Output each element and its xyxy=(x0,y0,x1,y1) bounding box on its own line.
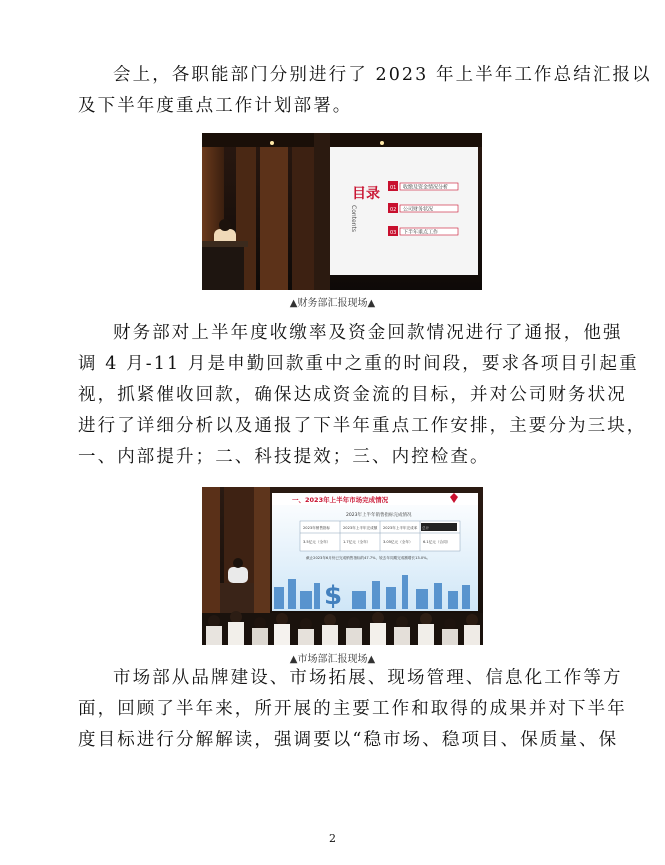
table-header: 总计 xyxy=(422,526,430,530)
svg-text:02: 02 xyxy=(390,207,397,213)
table-header: 2023年销售指标 xyxy=(303,526,331,530)
svg-text:03: 03 xyxy=(390,230,397,236)
table-header: 2023年上半年完成率 xyxy=(383,526,418,530)
audience xyxy=(202,611,483,645)
paragraph-line: 视，抓紧催收回款，确保达成资金流的目标，并对公司财务状况 xyxy=(78,385,627,405)
svg-text:01: 01 xyxy=(390,185,397,191)
svg-text:$: $ xyxy=(324,581,343,611)
table-header: 2023年上半年完成额 xyxy=(343,526,378,530)
svg-text:收缴及资金情况分析: 收缴及资金情况分析 xyxy=(403,184,449,191)
paragraph-3 xyxy=(78,663,627,756)
table-cell: 1.7亿元（全年） xyxy=(343,540,371,544)
finance-report-photo xyxy=(202,133,482,290)
paragraph-line: 会上，各职能部门分别进行了 2023 年上半年工作总结汇报以 xyxy=(113,65,652,85)
page-number: 2 xyxy=(329,832,336,845)
market-report-photo xyxy=(202,487,483,645)
table-caption: 2023年上半年销售指标完成情况 xyxy=(346,513,412,518)
slide-title: 目录 xyxy=(352,186,380,202)
paragraph-line: 一、内部提升；二、科技提效；三、内控检查。 xyxy=(78,447,490,467)
paragraph-line: 调 4 月-11 月是申勤回款重中之重的时间段，要求各项目引起重 xyxy=(78,354,639,374)
slide-title: 一、2023年上半年市场完成情况 xyxy=(292,496,389,504)
table-cell: 6.1亿元（合同） xyxy=(423,540,451,544)
paragraph-line: 度目标进行分解解读，强调要以“稳市场、稳项目、保质量、保 xyxy=(78,730,619,750)
paragraph-line: 进行了详细分析以及通报了下半年重点工作安排，主要分为三块， xyxy=(78,416,647,436)
svg-text:公司财务状况: 公司财务状况 xyxy=(403,206,434,213)
table-cell: 3.05亿元（全年） xyxy=(383,540,413,544)
svg-text:下半年重点工作: 下半年重点工作 xyxy=(403,229,439,236)
paragraph-1 xyxy=(78,60,652,122)
paragraph-line: 面，回顾了半年来，所开展的主要工作和取得的成果并对下半年 xyxy=(78,699,627,719)
finance-photo-caption: ▲财务部汇报现场▲ xyxy=(289,298,376,309)
market-photo-caption: ▲市场部汇报现场▲ xyxy=(289,654,376,665)
slide-note: 截止2023年6月份已完成销售指标的47.7%，较去年同期完成额增长13.0%。 xyxy=(306,556,431,560)
paragraph-line: 及下半年度重点工作计划部署。 xyxy=(78,96,353,116)
paragraph-2 xyxy=(78,318,647,473)
paragraph-line: 财务部对上半年度收缴率及资金回款情况进行了通报，他强 xyxy=(113,323,623,343)
paragraph-line: 市场部从品牌建设、市场拓展、现场管理、信息化工作等方 xyxy=(113,668,623,688)
table-cell: 3.5亿元（全年） xyxy=(303,540,331,544)
slide-subtitle: Contents xyxy=(350,205,357,232)
slide-table xyxy=(300,521,460,551)
